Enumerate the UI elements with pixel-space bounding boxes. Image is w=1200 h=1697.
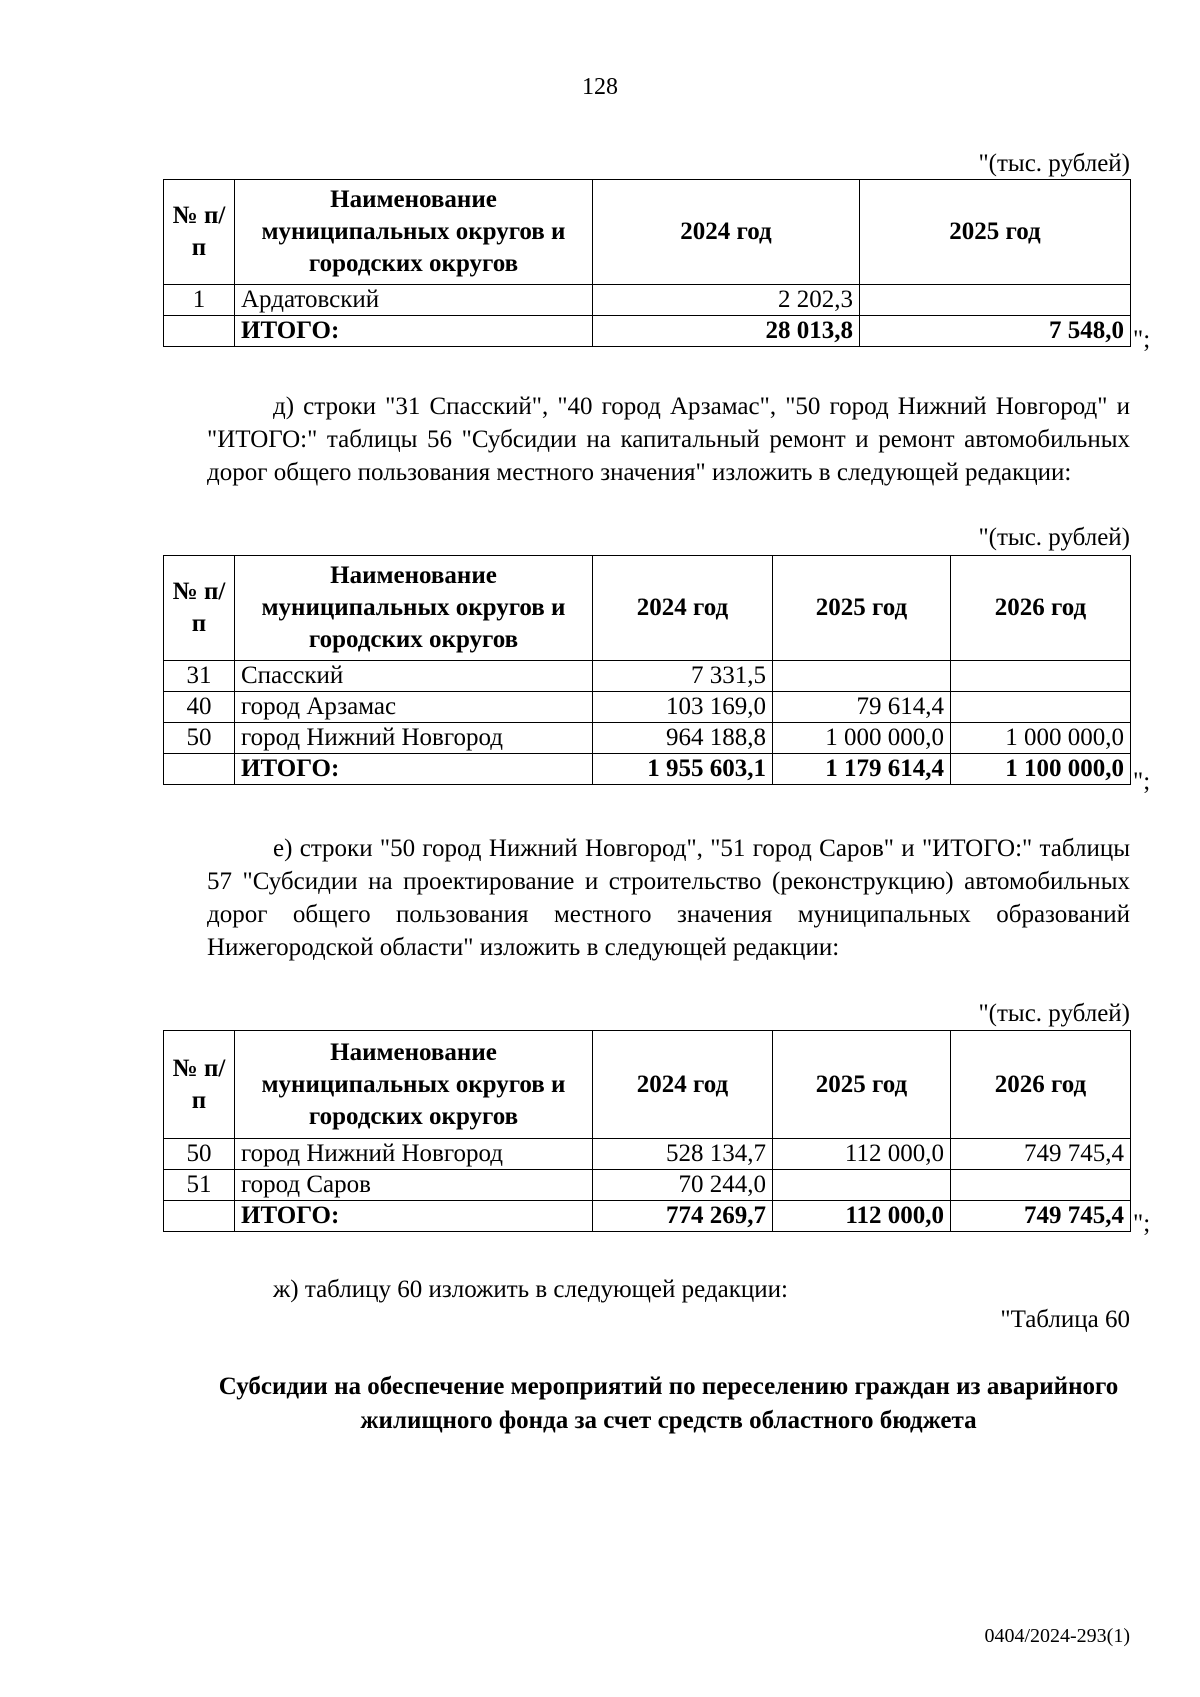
row-name: Ардатовский [235,285,593,316]
table-2 [163,555,1131,785]
page-number: 128 [582,74,618,100]
paragraph-d [207,390,1130,489]
row-2026: 1 000 000,0 [951,723,1131,754]
row-2025: 112 000,0 [773,1139,951,1170]
total-label: ИТОГО: [235,754,593,785]
row-2024: 70 244,0 [593,1170,773,1201]
header-2026: 2026 год [951,1031,1131,1139]
row-number: 51 [164,1170,235,1201]
total-number [164,1201,235,1232]
header-2024: 2024 год [593,556,773,661]
header-2025: 2025 год [860,180,1131,285]
header-name: Наименование муниципальных округов и городских округов [235,180,593,285]
total-2024: 28 013,8 [593,316,860,347]
row-2025: 1 000 000,0 [773,723,951,754]
total-number [164,754,235,785]
total-number [164,316,235,347]
total-row [164,316,1131,347]
row-number: 50 [164,1139,235,1170]
header-number: № п/п [164,180,235,285]
paragraph-zh: ж) таблицу 60 изложить в следующей редакции: [273,1276,788,1303]
row-name: город Нижний Новгород [235,723,593,754]
row-number: 1 [164,285,235,316]
row-number: 31 [164,661,235,692]
paragraph-e [207,832,1130,964]
row-2025: 79 614,4 [773,692,951,723]
unit-label: "(тыс. рублей) [978,1000,1130,1027]
table-1 [163,179,1131,347]
table-row [164,661,1131,692]
paragraph-e-text: е) строки "50 город Нижний Новгород", "51 город Саров" и "ИТОГО:" таблицы 57 "Субсидии на проектирование и строительство (реконструкцию) автомобильных дорог общего пользования местного значения муниципальных образований Нижегородской области" изложить в следующей редакции: [207,835,1130,961]
row-2024: 964 188,8 [593,723,773,754]
table-row [164,723,1131,754]
total-label: ИТОГО: [235,316,593,347]
total-2025: 112 000,0 [773,1201,951,1232]
header-number: № п/п [164,1031,235,1139]
unit-label: "(тыс. рублей) [978,150,1130,177]
row-number: 40 [164,692,235,723]
header-name: Наименование муниципальных округов и городских округов [235,1031,593,1139]
total-2025: 1 179 614,4 [773,754,951,785]
row-2025 [773,1170,951,1201]
row-name: город Нижний Новгород [235,1139,593,1170]
row-2024: 528 134,7 [593,1139,773,1170]
header-2025: 2025 год [773,1031,951,1139]
document-code: 0404/2024-293(1) [984,1625,1130,1647]
row-name: Спасский [235,661,593,692]
row-name: город Саров [235,1170,593,1201]
header-name: Наименование муниципальных округов и городских округов [235,556,593,661]
row-2026 [951,692,1131,723]
total-label: ИТОГО: [235,1201,593,1232]
total-2024: 774 269,7 [593,1201,773,1232]
row-2026: 749 745,4 [951,1139,1131,1170]
row-2024: 103 169,0 [593,692,773,723]
closing-quote: "; [1133,768,1151,795]
row-2024: 7 331,5 [593,661,773,692]
table-60-label: "Таблица 60 [1000,1306,1130,1333]
header-2025: 2025 год [773,556,951,661]
paragraph-d-text: д) строки "31 Спасский", "40 город Арзамас", "50 город Нижний Новгород" и "ИТОГО:" таблицы 56 "Субсидии на капитальный ремонт и ремонт автомобильных дорог общего пользования местного значения" изложить в следующей редакции: [207,393,1130,486]
total-2026: 1 100 000,0 [951,754,1131,785]
total-2024: 1 955 603,1 [593,754,773,785]
row-2026 [951,661,1131,692]
row-2025 [773,661,951,692]
table-row [164,285,1131,316]
total-row [164,1201,1131,1232]
closing-quote: "; [1133,1210,1151,1237]
row-2024: 2 202,3 [593,285,860,316]
header-2026: 2026 год [951,556,1131,661]
total-row [164,754,1131,785]
header-number: № п/п [164,556,235,661]
header-2024: 2024 год [593,1031,773,1139]
document-title: Субсидии на обеспечение мероприятий по переселению граждан из аварийного жилищного фонда за счет средств областного бюджета [218,1373,1119,1434]
unit-label: "(тыс. рублей) [978,524,1130,551]
row-number: 50 [164,723,235,754]
table-row [164,1139,1131,1170]
table-3 [163,1030,1131,1232]
row-2025 [860,285,1131,316]
row-name: город Арзамас [235,692,593,723]
total-2026: 749 745,4 [951,1201,1131,1232]
header-2024: 2024 год [593,180,860,285]
table-row [164,692,1131,723]
table-row [164,1170,1131,1201]
total-2025: 7 548,0 [860,316,1131,347]
closing-quote: "; [1133,326,1151,353]
row-2026 [951,1170,1131,1201]
